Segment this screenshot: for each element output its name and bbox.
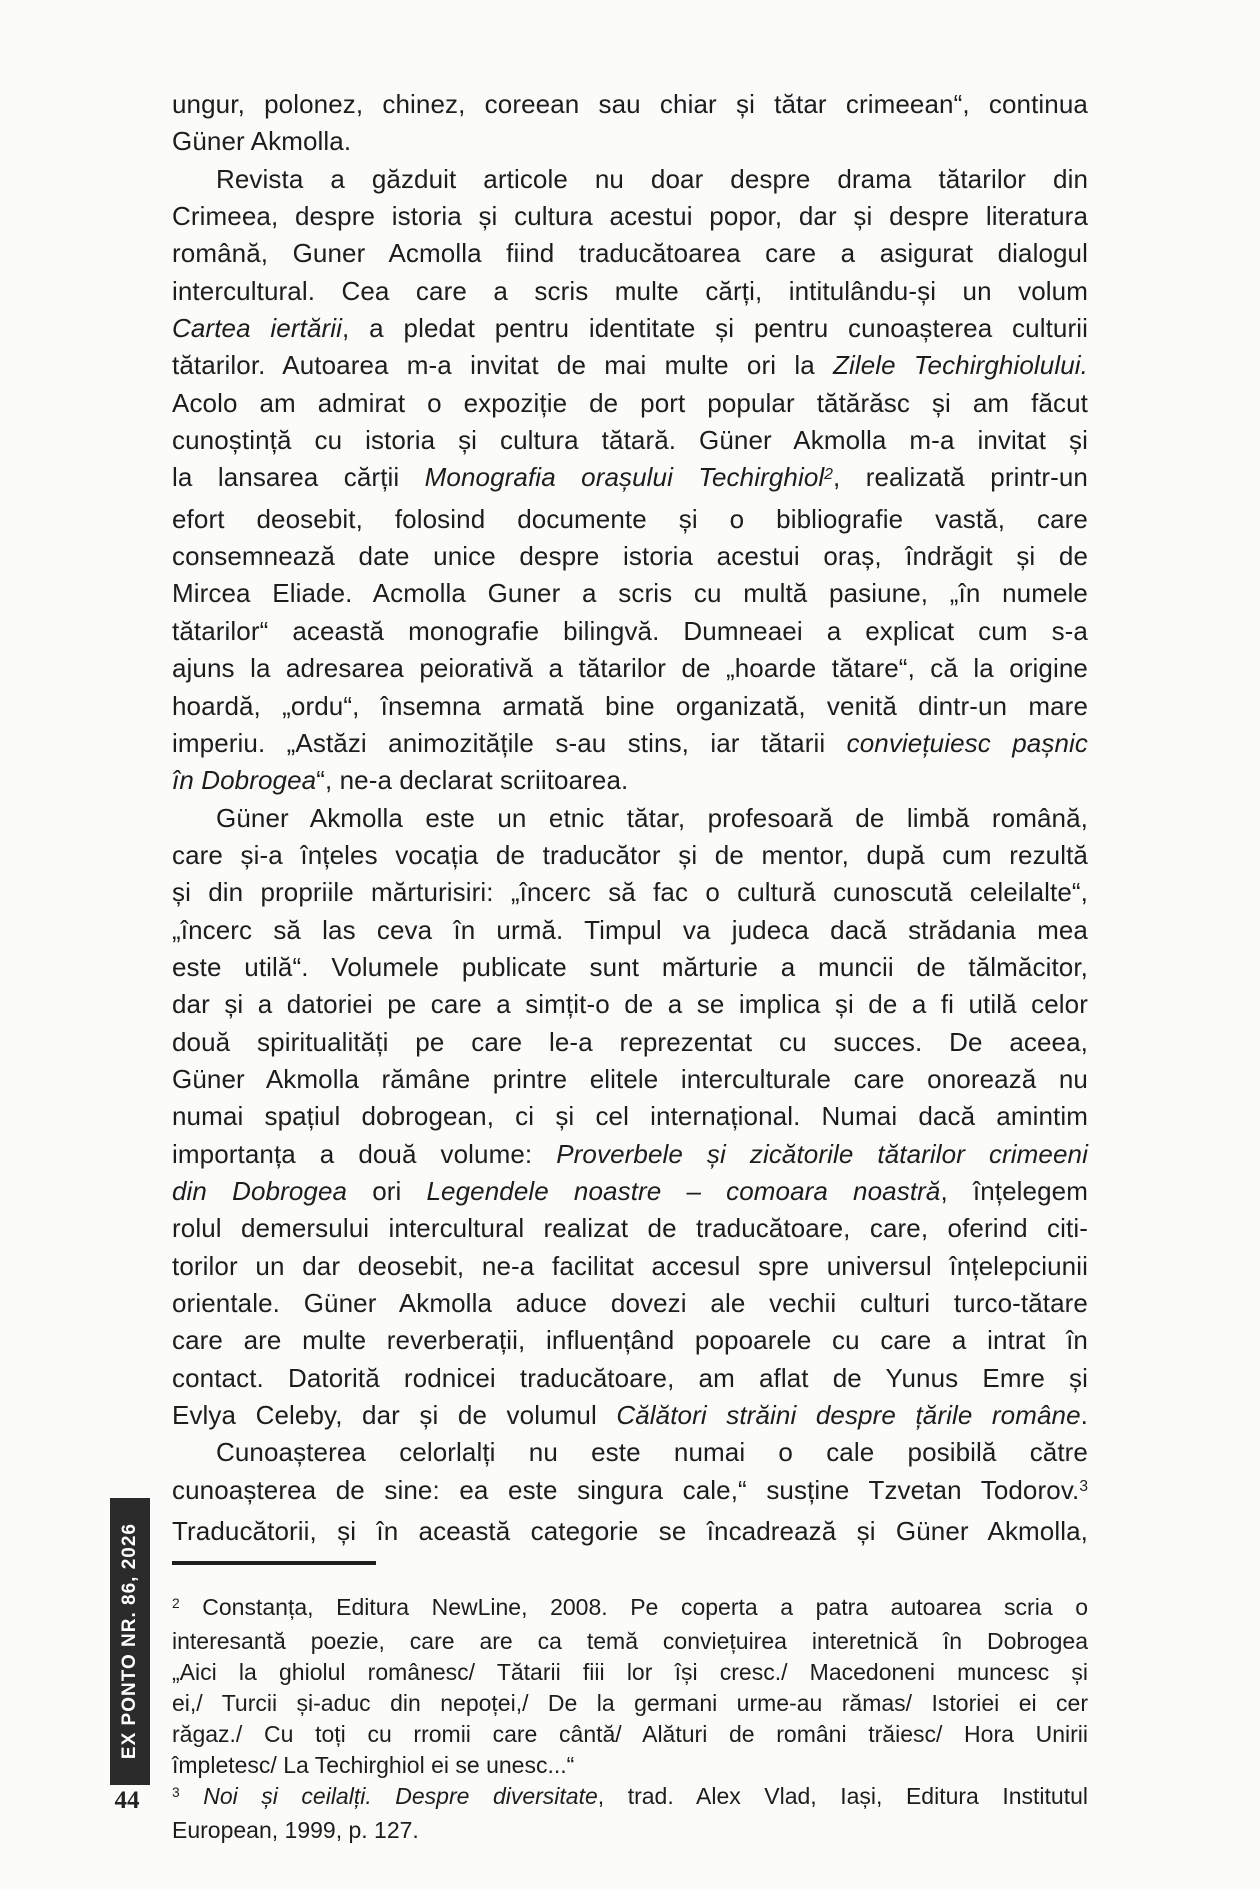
text-line	[172, 725, 1088, 762]
text-line	[172, 1061, 1088, 1098]
text-line	[172, 613, 1088, 650]
italic-text: Legendele noastre – comoara noastră	[426, 1175, 941, 1206]
text-segment: interesantă poezie, care are ca temă conviețuirea interetnică în Dobrogea	[172, 1628, 1088, 1654]
text-segment: „încerc să las ceva în urmă. Timpul va judeca dacă strădania mea	[172, 914, 1088, 945]
text-segment: .	[1080, 1400, 1088, 1431]
text-line	[172, 1360, 1088, 1397]
text-segment: Mircea Eliade. Acmolla Guner a scris cu multă pasiune, „în numele	[172, 578, 1088, 609]
text-segment: orientale. Güner Akmolla aduce dovezi ale vechii culturi turco-tătare	[172, 1288, 1088, 1318]
italic-text: conviețuiesc pașnic	[846, 727, 1088, 758]
text-line	[172, 1434, 1088, 1471]
text-line	[172, 986, 1088, 1023]
text-segment: Güner Akmolla este un etnic tătar, profesoară de limbă română,	[216, 802, 1088, 833]
italic-text: Noi și ceilalți. Despre diversitate	[203, 1783, 598, 1809]
text-line	[172, 800, 1088, 837]
text-line	[172, 1472, 1088, 1513]
text-segment: contact. Datorită rodnicei traducătoare, am aflat de Yunus Emre și	[172, 1362, 1088, 1393]
text-line	[172, 538, 1088, 575]
footnote-lines	[172, 1592, 1088, 1846]
text-line	[172, 86, 1088, 123]
text-line	[172, 1626, 1088, 1657]
footnote-marker: 3	[172, 1785, 180, 1801]
text-segment: este utilă“. Volumele publicate sunt mărturie a muncii de tălmăcitor,	[172, 951, 1088, 982]
text-line	[172, 347, 1088, 384]
footnote-separator	[172, 1561, 376, 1565]
text-segment: , trad. Alex Vlad, Iași, Editura Institutul	[597, 1783, 1089, 1809]
text-line	[172, 422, 1088, 459]
text-segment: numai spațiul dobrogean, ci și cel internațional. Numai dacă amintim	[172, 1101, 1088, 1132]
text-segment: Evlya Celeby, dar și de volumul	[172, 1400, 617, 1431]
text-segment: „Aici la ghiolul românesc/ Tătarii fiii lor își cresc./ Macedoneni muncesc și	[172, 1659, 1088, 1685]
text-line	[172, 1815, 1088, 1846]
text-segment: două spiritualități pe care le-a reprezentat cu succes. De aceea,	[172, 1026, 1088, 1057]
text-segment: Crimeea, despre istoria și cultura acestui popor, dar și despre literatura	[172, 201, 1088, 232]
text-line	[172, 1248, 1088, 1285]
text-line	[172, 1781, 1088, 1815]
text-segment	[180, 1783, 204, 1809]
text-segment: , a pledat pentru identitate și pentru cunoașterea culturii	[342, 313, 1088, 344]
text-segment: tătarilor“ această monografie bilingvă. Dumneaei a explicat cum s-a	[172, 615, 1088, 646]
text-segment: hoardă, „ordu“, însemna armată bine organizată, venită dintr-un mare	[172, 690, 1088, 721]
text-line	[172, 837, 1088, 874]
text-segment: Revista a găzduit articole nu doar despre drama tătarilor din	[216, 163, 1088, 194]
text-line	[172, 123, 1088, 160]
italic-text: Monografia orașului Techirghiol	[424, 462, 825, 493]
text-line	[172, 1136, 1088, 1173]
text-segment: European, 1999, p. 127.	[172, 1817, 419, 1843]
text-segment: răgaz./ Cu toți cu rromii care cântă/ Alături de români trăiesc/ Hora Unirii	[172, 1721, 1088, 1747]
text-line	[172, 1719, 1088, 1750]
text-line	[172, 1285, 1088, 1322]
text-line	[172, 1397, 1088, 1434]
text-line	[172, 1210, 1088, 1247]
text-segment: care și-a înțeles vocația de traducător și de mentor, după cum rezultă	[172, 839, 1088, 870]
italic-text: Cartea iertării	[172, 313, 343, 344]
italic-text: în Dobrogea	[172, 765, 317, 796]
text-line	[172, 1592, 1088, 1626]
text-line	[172, 1024, 1088, 1061]
text-line	[172, 650, 1088, 687]
text-line	[172, 1098, 1088, 1135]
text-line	[172, 575, 1088, 612]
footnote-marker: 2	[824, 465, 833, 483]
text-segment: intercultural. Cea care a scris multe cărți, intitulându-și un volum	[172, 275, 1088, 306]
text-line	[172, 161, 1088, 198]
text-segment: rolul demersului intercultural realizat de traducătoare, care, oferind citi-	[172, 1213, 1088, 1244]
text-segment: dar și a datoriei pe care a simțit-o de a se implica și de a fi utilă celor	[172, 989, 1088, 1020]
italic-text: din Dobrogea	[172, 1175, 348, 1206]
text-segment: ajuns la adresarea peiorativă a tătarilor de „hoarde tătare“, că la origine	[172, 653, 1088, 684]
text-segment: ungur, polonez, chinez, coreean sau chiar și tătar crimeean“, continua	[172, 89, 1088, 119]
text-line	[172, 1513, 1088, 1550]
footnote-marker: 2	[172, 1596, 180, 1612]
text-segment: imperiu. „Astăzi animozitățile s-au stins, iar tătarii	[172, 727, 847, 758]
text-segment: “, ne-a declarat scriitoarea.	[316, 765, 629, 796]
text-line	[172, 501, 1088, 538]
text-line	[172, 235, 1088, 272]
text-line	[172, 762, 1088, 799]
page-number: 44	[114, 1787, 140, 1814]
footnote-marker: 3	[1079, 1477, 1088, 1495]
text-line	[172, 912, 1088, 949]
text-line	[172, 1657, 1088, 1688]
text-line	[172, 198, 1088, 235]
text-line	[172, 273, 1088, 310]
text-line	[172, 874, 1088, 911]
text-segment: ei,/ Turcii și-aduc din nepoței,/ De la germani urme-au rămas/ Istoriei ei cer	[172, 1690, 1088, 1716]
text-line	[172, 949, 1088, 986]
journal-spine-bar	[110, 1498, 150, 1785]
text-segment: Constanța, Editura NewLine, 2008. Pe coperta a patra autoarea scria o	[179, 1594, 1088, 1620]
text-line	[172, 310, 1088, 347]
journal-issue-label: EX PONTO NR. 86, 2026	[119, 1523, 140, 1760]
text-segment: Güner Akmolla.	[172, 126, 352, 157]
text-segment: torilor un dar deosebit, ne-a facilitat accesul spre universul înțelepciunii	[172, 1250, 1088, 1281]
text-segment: ori	[347, 1175, 427, 1206]
text-line	[172, 385, 1088, 422]
text-segment: efort deosebit, folosind documente și o bibliografie vastă, care	[172, 503, 1088, 534]
text-segment: română, Guner Acmolla fiind traducătoarea care a asigurat dialogul	[172, 238, 1088, 269]
text-segment: , realizată printr-un	[832, 462, 1088, 493]
text-segment: împletesc/ La Techirghiol ei se unesc...“	[172, 1752, 575, 1778]
text-segment: Acolo am admirat o expoziție de port popular tătărăsc și am făcut	[172, 387, 1088, 418]
text-segment: și din propriile mărturisiri: „încerc să fac o cultură cunoscută celeilalte“,	[172, 877, 1088, 908]
italic-text: Proverbele și zicătorile tătarilor crimeeni	[556, 1138, 1088, 1169]
text-segment: Traducătorii, și în această categorie se încadrează și Güner Akmolla,	[172, 1516, 1088, 1547]
text-line	[172, 1750, 1088, 1781]
text-segment: la lansarea cărții	[172, 462, 425, 493]
text-segment: , înțelegem	[940, 1175, 1088, 1206]
text-line	[172, 1322, 1088, 1359]
text-segment: cunoștință cu istoria și cultura tătară. Güner Akmolla m-a invitat și	[172, 425, 1088, 456]
italic-text: Călători străini despre țările române	[616, 1400, 1081, 1431]
text-segment: Güner Akmolla rămâne printre elitele interculturale care onorează nu	[172, 1063, 1088, 1094]
text-segment: consemnează date unice despre istoria acestui oraș, îndrăgit și de	[172, 541, 1088, 572]
text-segment: cunoașterea de sine: ea este singura cale,“ susține Tzvetan Todorov.	[172, 1474, 1080, 1505]
text-line	[172, 1173, 1088, 1210]
text-segment: care are multe reverberații, influențând popoarele cu care a intrat în	[172, 1325, 1088, 1356]
body-lines	[172, 86, 1088, 1550]
text-segment: Cunoașterea celorlalți nu este numai o cale posibilă către	[216, 1437, 1088, 1468]
text-line	[172, 459, 1088, 500]
italic-text: Zilele Techirghiolului.	[832, 350, 1088, 381]
text-line	[172, 688, 1088, 725]
text-line	[172, 1688, 1088, 1719]
text-segment: tătarilor. Autoarea m-a invitat de mai multe ori la	[172, 350, 833, 381]
text-segment: importanța a două volume:	[172, 1138, 557, 1169]
